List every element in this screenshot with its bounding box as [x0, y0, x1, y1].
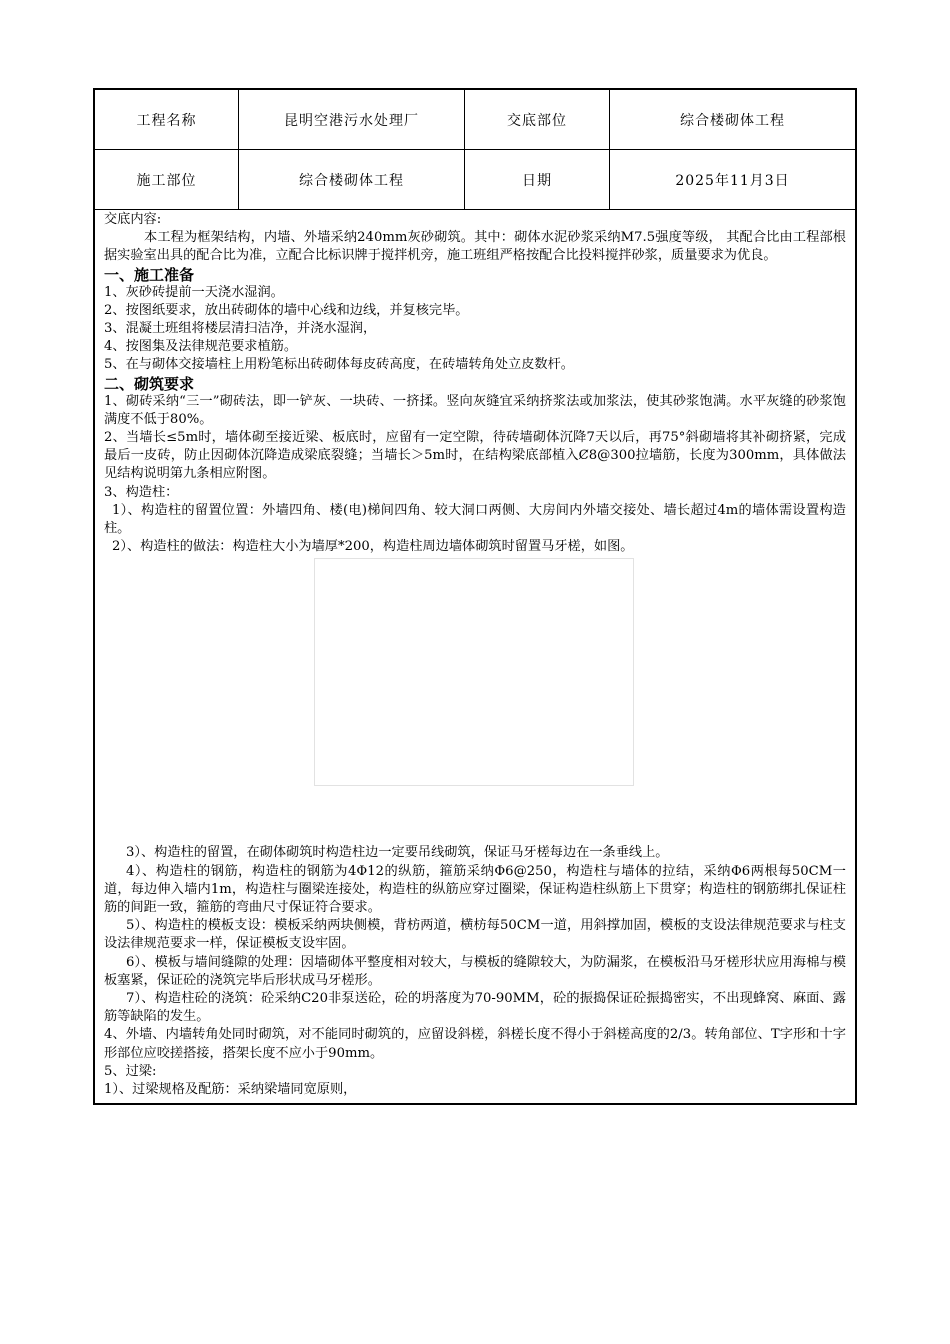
section-2-para-1: 1、砌砖采纳“三一”砌砖法，即一铲灰、一块砖、一挤揉。竖向灰缝宜采纳挤浆法或加浆法，使其砂浆饱满。水平灰缝的砂浆饱满度不低于80%。 [104, 393, 846, 427]
section-1-item-4: 4、按图集及法律规范要求植筋。 [104, 339, 298, 355]
intro-paragraph: 本工程为框架结构，内墙、外墙采纳240mm灰砂砌筑。其中：砌体水泥砂浆采纳M7.5强度等级， 其配合比由工程部根据实验室出具的配合比为准，立配合比标识牌于搅拌机旁，施工班组严格按配合比投料搅拌砂浆，质量要求为优良。 [104, 230, 846, 264]
column-sub-5: 5）、构造柱的模板支设：模板采纳两块侧模，背枋两道，横枋每50CM一道，用斜撑加固，模板的支设法律规范要求与柱支设法律规范要求一样，保证模板支设牢固。 [104, 918, 846, 952]
construction-part-label: 施工部位 [95, 150, 239, 209]
date-label: 日期 [465, 150, 610, 209]
header-row-2 [95, 150, 855, 210]
intro-label: 交底内容: [104, 212, 162, 227]
project-name-label: 工程名称 [95, 90, 239, 149]
date-value: 2025年11月3日 [675, 172, 790, 189]
briefing-part-label: 交底部位 [465, 90, 610, 149]
column-sub-2: 2）、构造柱的做法：构造柱大小为墙厚*200，构造柱周边墙体砌筑时留置马牙槎，如图。 [112, 539, 634, 555]
toothing-figure-placeholder [314, 558, 634, 786]
section-1-item-5: 5、在与砌体交接墙柱上用粉笔标出砖砌体每皮砖高度，在砖墙转角处立皮数杆。 [104, 357, 574, 373]
technical-briefing-sheet [93, 88, 857, 1105]
project-name-value: 昆明空港污水处理厂 [239, 90, 465, 149]
section-2-para-3: 3、构造柱： [104, 484, 179, 500]
section-1-item-1: 1、灰砂砖提前一天浇水湿润。 [104, 284, 284, 300]
section-1-item-3: 3、混凝土班组将楼层清扫洁净，并浇水湿润， [104, 321, 377, 337]
construction-part-value: 综合楼砌体工程 [239, 150, 465, 209]
section-2-para-4: 4、外墙、内墙转角处同时砌筑，对不能同时砌筑的，应留设斜槎，斜槎长度不得小于斜槎高度的2/3。转角部位、T字形和十字形部位应咬搓搭接，搭架长度不应小于90mm。 [104, 1027, 846, 1061]
briefing-part-value: 综合楼砌体工程 [680, 112, 785, 129]
column-sub-6: 6）、模板与墙间缝隙的处理：因墙砌体平整度相对较大，与模板的缝隙较大，为防漏浆，在模板沿马牙槎形状应用海棉与模板塞紧，保证砼的浇筑完毕后形状成马牙槎形。 [104, 954, 846, 988]
column-sub-1: 1）、构造柱的留置位置：外墙四角、楼(电)梯间四角、较大洞口两侧、大房间内外墙交接处、墙长超过4m的墙体需设置构造柱。 [104, 502, 846, 537]
column-sub-4: 4）、构造柱的钢筋，构造柱的钢筋为4Φ12的纵筋，箍筋采纳Φ6@250，构造柱与墙体的拉结，采纳Φ6两根每50CM一道，每边伸入墙内1m，构造柱与圈梁连接处，构造柱的纵筋应穿过圈梁，保证构造柱纵筋上下贯穿；构造柱的钢筋绑扎保证柱筋的间距一致，箍筋的弯曲尺寸保证符合要求。 [104, 863, 846, 916]
column-sub-3: 3）、构造柱的留置，在砌体砌筑时构造柱边一定要吊线砌筑，保证马牙槎每边在一条垂线上。 [126, 845, 669, 861]
section-1-item-2: 2、按图纸要求，放出砖砌体的墙中心线和边线，并复核完毕。 [104, 302, 469, 318]
figure-spacing [104, 786, 846, 844]
column-sub-7: 7）、构造柱砼的浇筑：砼采纳C20非泵送砼，砼的坍落度为70-90MM，砼的振捣保证砼振捣密实，不出现蜂窝、麻面、露筋等缺陷的发生。 [104, 991, 846, 1025]
section-2-para-2: 2、当墙长≤5m时，墙体砌至接近梁、板底时，应留有一定空隙，待砖墙砌体沉降7天以后，再75°斜砌墙将其补砌挤紧，完成最后一皮砖，防止因砌体沉降造成梁底裂缝；当墙长＞5m时，在结构梁底部植入Ȼ8@300拉墙筋，长度为300mm，具体做法见结构说明第九条相应附图。 [104, 430, 846, 482]
briefing-content [95, 210, 855, 1103]
section-1-title: 一、施工准备 [104, 265, 195, 284]
lintel-sub-1: 1）、过梁规格及配筋：采纳梁墙同宽原则， [104, 1082, 357, 1098]
header-row-1 [95, 90, 855, 150]
section-2-para-5: 5、过梁: [104, 1063, 157, 1079]
section-2-title: 二、砌筑要求 [104, 374, 195, 393]
